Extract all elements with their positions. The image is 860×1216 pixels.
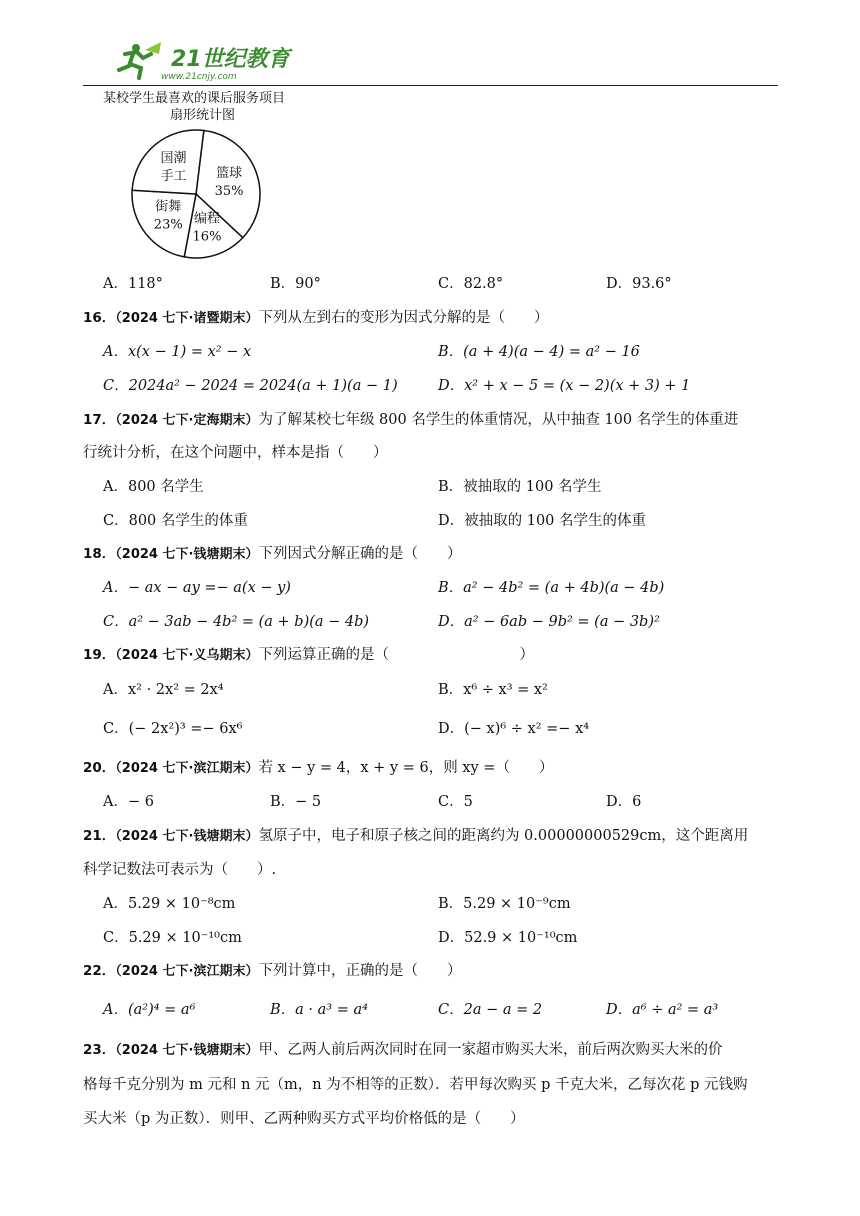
pie-slice-label: 街舞 bbox=[155, 199, 182, 215]
q22-source: （2024 七下·滨江期末） bbox=[115, 964, 259, 979]
q18-number: 18． bbox=[83, 546, 116, 562]
pie-slice-label: 35% bbox=[214, 183, 244, 199]
q17-text-2: 行统计分析，在这个问题中，样本是指（ ） bbox=[83, 445, 388, 461]
pie-slice-label: 16% bbox=[192, 229, 222, 245]
q21-text-2: 科学记数法可表示为（ ）. bbox=[83, 862, 277, 878]
q21-option-a: A．5.29 × 10⁻⁸cm bbox=[103, 896, 236, 912]
q23-text-3: 买大米（p 为正数）．则甲、乙两种购买方式平均价格低的是（ ） bbox=[83, 1111, 525, 1127]
q19-option-b: B．x⁶ ÷ x³ = x² bbox=[438, 682, 548, 698]
q18-text: 下列因式分解正确的是（ ） bbox=[258, 546, 462, 562]
q18-source: （2024 七下·钱塘期末） bbox=[115, 547, 259, 562]
q22-option-c: C．2a − a = 2 bbox=[438, 1002, 543, 1018]
q19-option-a: A．x² · 2x² = 2x⁴ bbox=[103, 682, 224, 698]
q19-number: 19． bbox=[83, 647, 116, 663]
q16-option-c: C．2024a² − 2024 = 2024(a + 1)(a − 1) bbox=[103, 378, 398, 394]
q18-stem bbox=[83, 544, 461, 565]
q17-number: 17． bbox=[83, 412, 116, 428]
q21-source: （2024 七下·钱塘期末） bbox=[115, 829, 259, 844]
q16-stem bbox=[83, 308, 548, 329]
pie-slice-label: 国潮 bbox=[160, 150, 187, 166]
q15-option-a: A．118° bbox=[103, 276, 163, 292]
q16-option-a: A．x(x − 1) = x² − x bbox=[103, 344, 252, 360]
q23-source: （2024 七下·钱塘期末） bbox=[115, 1043, 259, 1058]
q22-option-a: A．(a²)⁴ = a⁶ bbox=[103, 1002, 196, 1018]
page-header bbox=[83, 40, 778, 86]
pie-slice-label: 23% bbox=[153, 217, 183, 233]
chart-title-line2: 扇形统计图 bbox=[170, 108, 236, 123]
logo-text: 21世纪教育 bbox=[171, 47, 290, 72]
q16-source: （2024 七下·诸暨期末） bbox=[115, 311, 259, 326]
q21-number: 21． bbox=[83, 828, 116, 844]
q23-number: 23． bbox=[83, 1042, 116, 1058]
chart-title-line1: 某校学生最喜欢的课后服务项目 bbox=[103, 91, 286, 106]
q22-option-d: D．a⁶ ÷ a² = a³ bbox=[606, 1002, 719, 1018]
q17-option-d: D．被抽取的 100 名学生的体重 bbox=[438, 513, 647, 529]
q16-number: 16． bbox=[83, 310, 116, 326]
q20-option-d: D．6 bbox=[606, 794, 642, 810]
q21-option-d: D．52.9 × 10⁻¹⁰cm bbox=[438, 930, 578, 946]
pie-slice-label: 手工 bbox=[160, 168, 187, 184]
pie-slice-label: 编程 bbox=[193, 211, 221, 227]
q21-text-1: 氢原子中，电子和原子核之间的距离约为 0.00000000529cm，这个距离用 bbox=[258, 828, 749, 844]
q17-option-c: C．800 名学生的体重 bbox=[103, 513, 248, 529]
q22-number: 22． bbox=[83, 963, 116, 979]
q17-source: （2024 七下·定海期末） bbox=[115, 413, 259, 428]
q17-option-b: B．被抽取的 100 名学生 bbox=[438, 479, 602, 495]
q19-option-c: C．(− 2x²)³ =− 6x⁶ bbox=[103, 721, 243, 737]
q17-text-1: 为了解某校七年级 800 名学生的体重情况，从中抽查 100 名学生的体重进 bbox=[258, 412, 739, 428]
logo-url-text: www.21cnjy.com bbox=[161, 72, 237, 82]
q20-source: （2024 七下·滨江期末） bbox=[115, 761, 259, 776]
q19-source: （2024 七下·义乌期末） bbox=[115, 648, 259, 663]
q20-number: 20． bbox=[83, 760, 116, 776]
q18-option-d: D．a² − 6ab − 9b² = (a − 3b)² bbox=[438, 614, 660, 630]
q18-option-c: C．a² − 3ab − 4b² = (a + b)(a − 4b) bbox=[103, 614, 370, 630]
runner-icon bbox=[119, 42, 161, 78]
q19-option-d: D．(− x)⁶ ÷ x² =− x⁴ bbox=[438, 721, 590, 737]
q20-option-c: C．5 bbox=[438, 794, 473, 810]
q19-text: 下列运算正确的是（ ） bbox=[258, 647, 534, 663]
q20-option-b: B．− 5 bbox=[270, 794, 322, 810]
header-divider bbox=[83, 85, 778, 86]
q17-stem bbox=[83, 410, 738, 431]
q20-stem bbox=[83, 758, 553, 779]
q16-text: 下列从左到右的变形为因式分解的是（ ） bbox=[258, 310, 549, 326]
q18-option-b: B．a² − 4b² = (a + 4b)(a − 4b) bbox=[438, 580, 665, 596]
q22-text: 下列计算中，正确的是（ ） bbox=[258, 963, 462, 979]
q22-stem bbox=[83, 961, 461, 982]
q15-option-c: C．82.8° bbox=[438, 276, 504, 292]
q22-option-b: B．a · a³ = a⁴ bbox=[270, 1002, 368, 1018]
q23-text-2: 格每千克分别为 m 元和 n 元（m，n 为不相等的正数）．若甲每次购买 p 千克大米，乙每次花 p 元钱购 bbox=[83, 1077, 748, 1093]
q20-option-a: A．− 6 bbox=[103, 794, 154, 810]
pie-chart bbox=[128, 120, 268, 266]
q17-option-a: A．800 名学生 bbox=[103, 479, 204, 495]
q16-option-b: B．(a + 4)(a − 4) = a² − 16 bbox=[438, 344, 640, 360]
q15-option-b: B．90° bbox=[270, 276, 321, 292]
q21-stem bbox=[83, 826, 748, 847]
q23-text-1: 甲、乙两人前后两次同时在同一家超市购买大米，前后两次购买大米的价 bbox=[258, 1042, 723, 1058]
q20-text: 若 x − y = 4，x + y = 6，则 xy =（ ） bbox=[258, 760, 554, 776]
q23-stem bbox=[83, 1040, 722, 1061]
q15-option-d: D．93.6° bbox=[606, 276, 672, 292]
q19-stem bbox=[83, 645, 534, 666]
q21-option-b: B．5.29 × 10⁻⁹cm bbox=[438, 896, 571, 912]
q18-option-a: A．− ax − ay =− a(x − y) bbox=[103, 580, 291, 596]
pie-slice-label: 篮球 bbox=[216, 165, 243, 181]
logo bbox=[103, 40, 293, 84]
q16-option-d: D．x² + x − 5 = (x − 2)(x + 3) + 1 bbox=[438, 378, 691, 394]
q21-option-c: C．5.29 × 10⁻¹⁰cm bbox=[103, 930, 242, 946]
